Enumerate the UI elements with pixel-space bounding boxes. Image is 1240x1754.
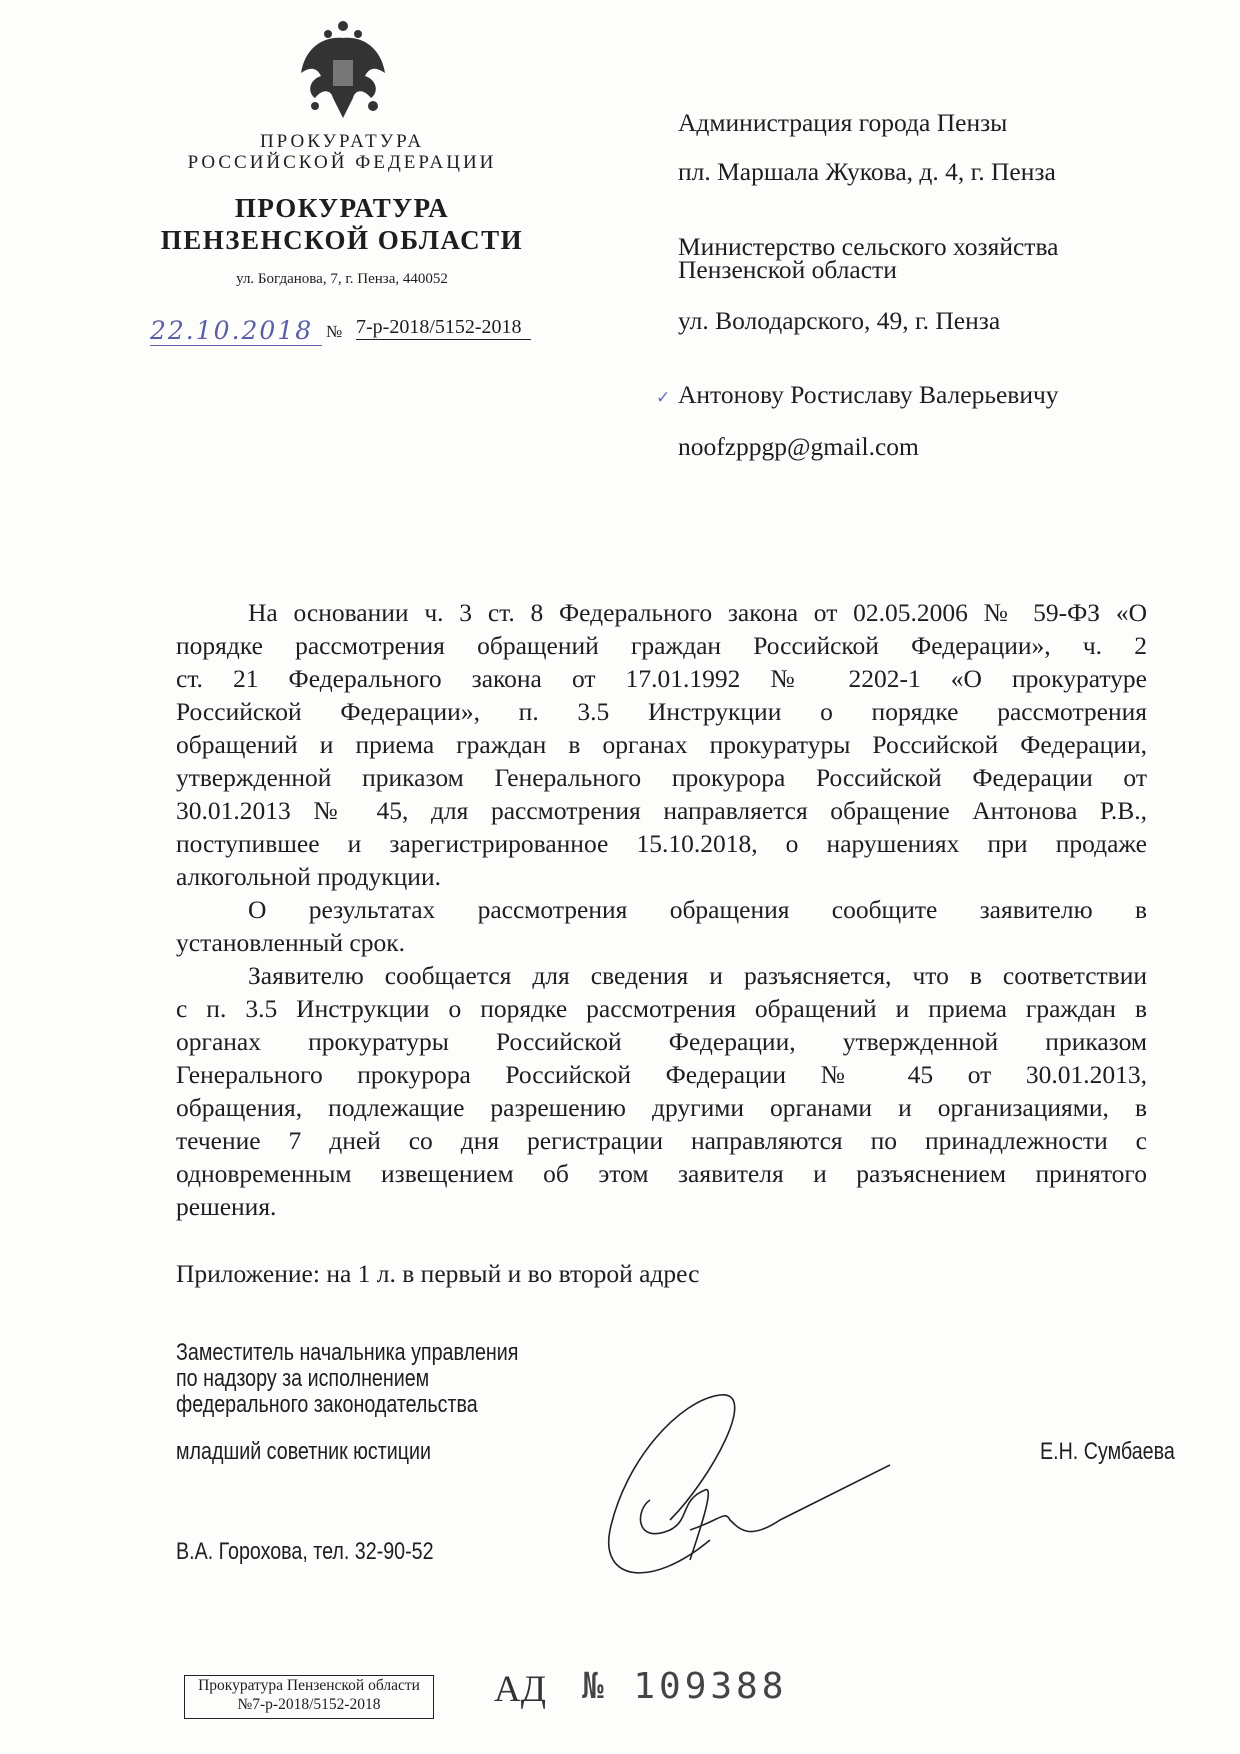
org-main-line-1: ПРОКУРАТУРА <box>234 193 450 223</box>
body-p1-line: поступившее и зарегистрированное 15.10.2018, о нарушениях при продаже <box>176 829 1147 858</box>
form-series: АД <box>494 1669 546 1710</box>
body-p1-line: На основании ч. 3 ст. 8 Федерального закона от 02.05.2006 № 59-ФЗ «О <box>248 598 1147 627</box>
org-top-line-1: ПРОКУРАТУРА <box>259 131 425 152</box>
signer-position-3: федерального законодательства <box>176 1391 478 1418</box>
body-p3-line: одновременным извещением об этом заявителя и разъяснением принятого <box>176 1159 1147 1188</box>
checkmark-icon: ✓ <box>656 388 671 407</box>
recipient-3-name: Антонову Ростиславу Валерьевичу <box>678 380 1059 409</box>
recipient-2-name-1: Министерство сельского хозяйства <box>678 232 1059 261</box>
attachment-note: Приложение: на 1 л. в первый и во второй адрес <box>176 1259 700 1288</box>
body-p1-line: Российской Федерации», п. 3.5 Инструкции о порядке рассмотрения <box>176 697 1147 726</box>
recipient-2-name-2: Пензенской области <box>678 255 897 284</box>
stamp-line-2: №7-р-2018/5152-2018 <box>237 1696 381 1713</box>
body-p3-line: органах прокуратуры Российской Федерации, утвержденной приказом <box>176 1027 1147 1056</box>
recipient-1-name: Администрация города Пензы <box>678 108 1008 137</box>
body-p2-line: установленный срок. <box>176 928 406 957</box>
recipient-2-address: ул. Володарского, 49, г. Пенза <box>678 306 1001 335</box>
form-serial-number: № 109388 <box>582 1666 788 1707</box>
body-p1-line: порядке рассмотрения обращений граждан Российской Федерации», ч. 2 <box>176 631 1147 660</box>
body-p3-line: течение 7 дней со дня регистрации направляются по принадлежности с <box>176 1126 1147 1155</box>
body-p2-line: О результатах рассмотрения обращения сообщите заявителю в <box>248 895 1147 924</box>
recipient-3-email: noofzppgp@gmail.com <box>678 432 919 461</box>
body-p1-line: утвержденной приказом Генерального прокурора Российской Федерации от <box>176 763 1147 792</box>
body-p1-line: обращений и приема граждан в органах прокуратуры Российской Федерации, <box>176 730 1147 759</box>
org-top-line-2: РОССИЙСКОЙ ФЕДЕРАЦИИ <box>187 152 497 173</box>
registration-stamp <box>184 1675 434 1719</box>
signer-rank: младший советник юстиции <box>176 1438 432 1465</box>
body-p1-line: алкогольной продукции. <box>176 862 441 891</box>
org-main-line-2: ПЕНЗЕНСКОЙ ОБЛАСТИ <box>160 225 524 255</box>
body-p1-line: 30.01.2013 № 45, для рассмотрения направляется обращение Антонова Р.В., <box>176 796 1147 825</box>
body-p1-line: ст. 21 Федерального закона от 17.01.1992 № 2202-1 «О прокуратуре <box>176 664 1147 693</box>
body-p3-line: обращения, подлежащие разрешению другими органами и организациями, в <box>176 1093 1147 1122</box>
handwritten-date: 22.10.2018 <box>150 316 322 346</box>
stamp-line-1: Прокуратура Пензенской области <box>198 1677 420 1694</box>
executor-info: В.А. Горохова, тел. 32-90-52 <box>176 1538 434 1565</box>
org-address: ул. Богданова, 7, г. Пенза, 440052 <box>236 271 448 287</box>
body-p3-line: Заявителю сообщается для сведения и разъясняется, что в соответствии <box>248 961 1147 990</box>
signer-position-1: Заместитель начальника управления <box>176 1339 519 1366</box>
number-sign: № <box>326 322 343 341</box>
handwritten-signature <box>540 1370 940 1630</box>
coat-of-arms-icon <box>293 18 393 126</box>
signer-name: Е.Н. Сумбаева <box>1040 1438 1175 1465</box>
body-p3-line: с п. 3.5 Инструкции о порядке рассмотрения обращений и приема граждан в <box>176 994 1147 1023</box>
body-p3-line: решения. <box>176 1192 277 1221</box>
recipient-1-address: пл. Маршала Жукова, д. 4, г. Пенза <box>678 157 1056 186</box>
signer-position-2: по надзору за исполнением <box>176 1365 430 1392</box>
body-p3-line: Генерального прокурора Российской Федерации № 45 от 30.01.2013, <box>176 1060 1147 1089</box>
outgoing-number: 7-р-2018/5152-2018 <box>356 316 531 340</box>
